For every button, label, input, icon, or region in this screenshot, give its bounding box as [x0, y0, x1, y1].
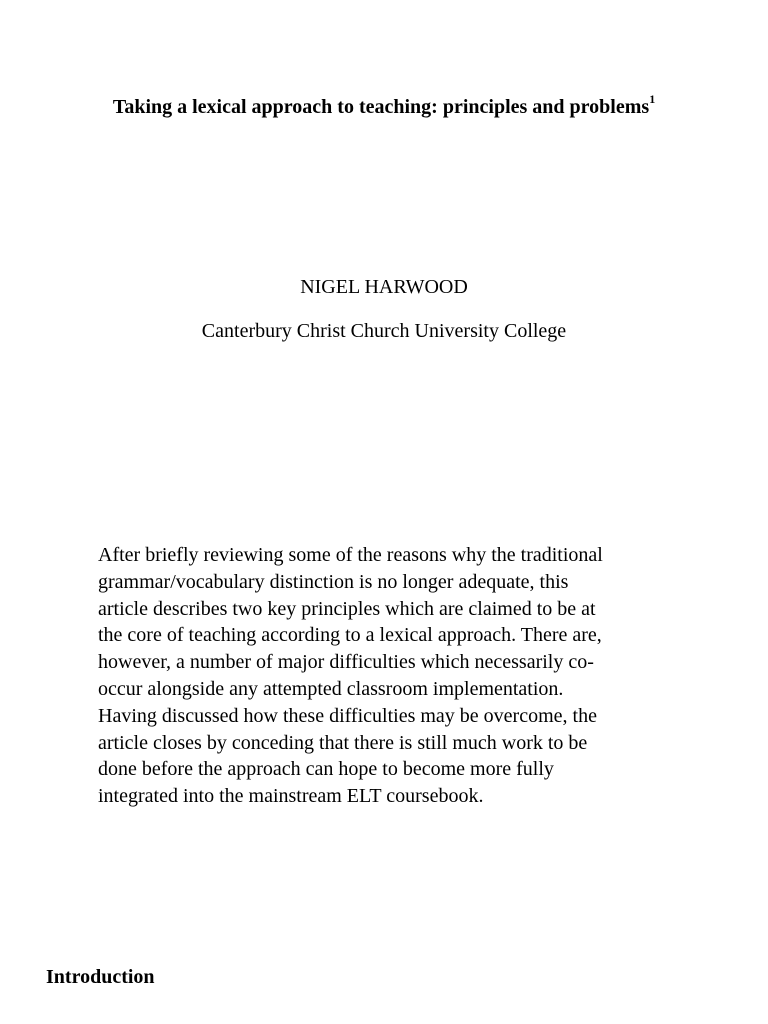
abstract-line: integrated into the mainstream ELT coursebook.	[98, 785, 484, 808]
abstract-line: Having discussed how these difficulties may be overcome, the	[98, 704, 597, 727]
abstract-line: done before the approach can hope to become more fully	[98, 758, 554, 781]
section-heading-introduction: Introduction	[46, 966, 155, 988]
abstract-line: After briefly reviewing some of the reasons why the traditional	[98, 544, 603, 566]
title-footnote-marker: 1	[649, 92, 656, 107]
abstract-line: article closes by conceding that there is still much work to be	[98, 731, 588, 754]
author-affiliation: Canterbury Christ Church University College	[201, 320, 567, 342]
author-name: NIGEL HARWOOD	[300, 276, 468, 298]
paper-title-text: Taking a lexical approach to teaching: principles and problems	[112, 96, 650, 118]
abstract	[98, 542, 688, 810]
abstract-line: grammar/vocabulary distinction is no longer adequate, this	[98, 570, 569, 593]
abstract-line: however, a number of major difficulties which necessarily co-	[98, 651, 594, 674]
abstract-line: the core of teaching according to a lexical approach. There are,	[98, 624, 602, 647]
abstract-line: occur alongside any attempted classroom implementation.	[98, 677, 564, 700]
paper-title	[0, 93, 768, 121]
abstract-line: article describes two key principles which are claimed to be at	[98, 597, 596, 620]
